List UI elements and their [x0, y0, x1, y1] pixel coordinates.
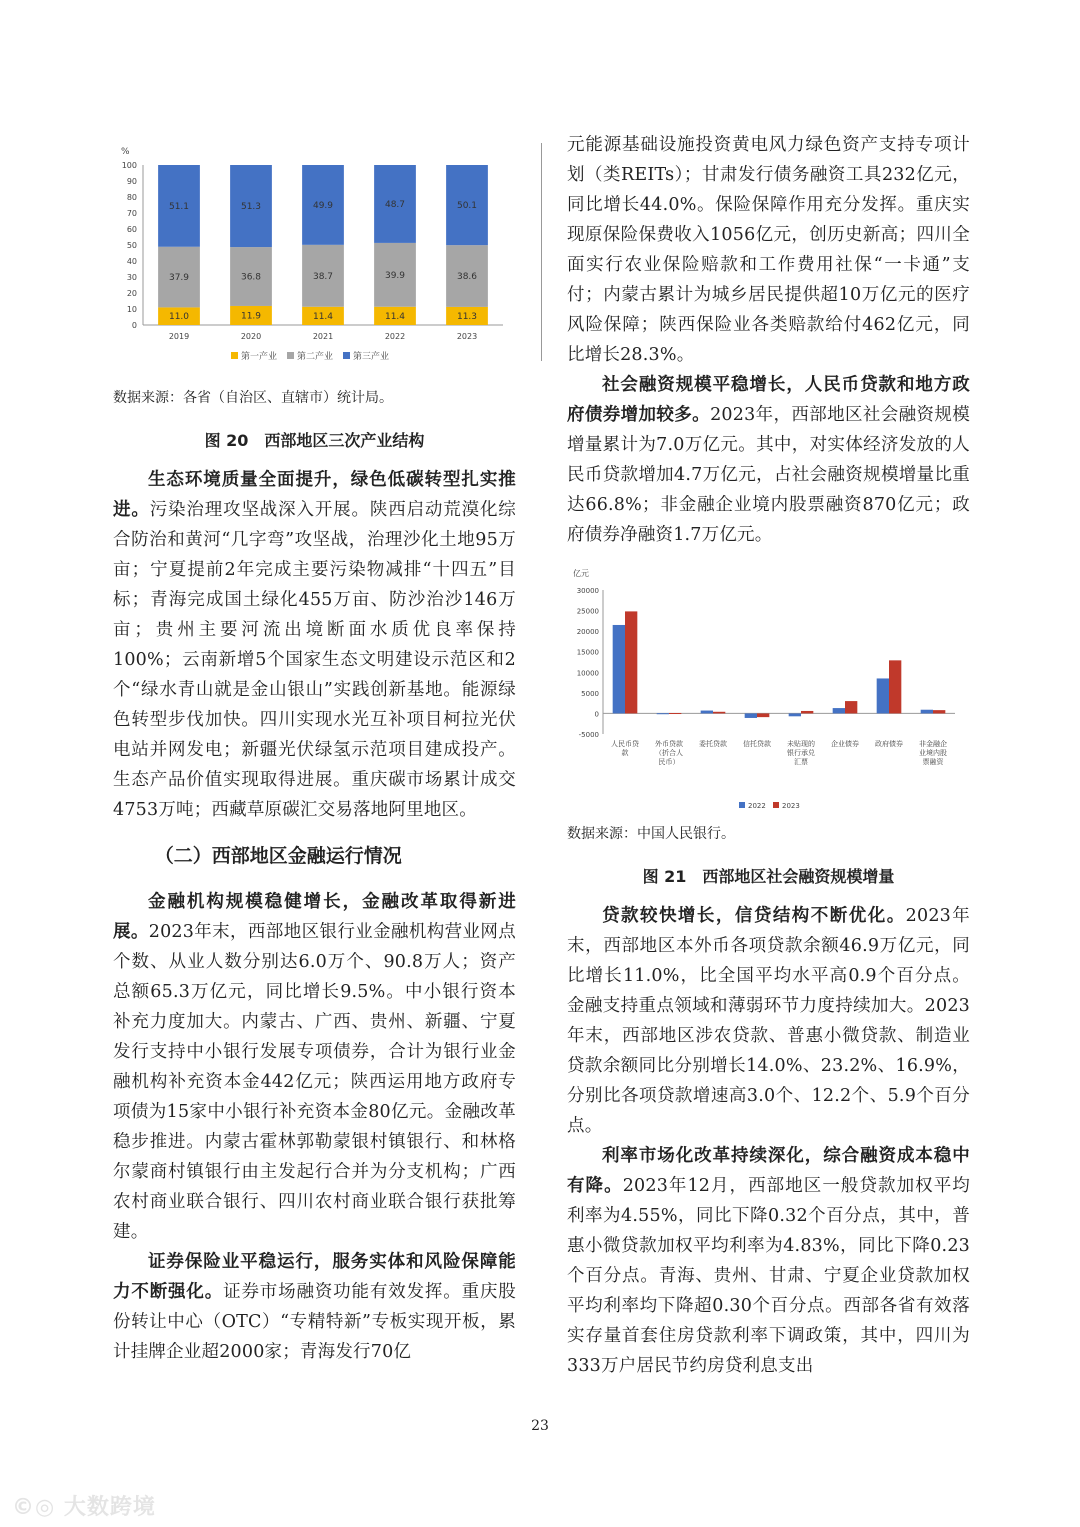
- y-tick-label: 20: [126, 289, 137, 298]
- figure-20-source: 数据来源：各省（自治区、直辖市）统计局。: [113, 390, 393, 406]
- bar: [789, 713, 801, 716]
- x-tick-label: 未贴现的: [787, 740, 815, 748]
- legend-label: 第二产业: [297, 352, 334, 362]
- y-axis-unit: 亿元: [573, 569, 589, 578]
- bar: [933, 710, 945, 713]
- data-label: 11.4: [312, 311, 334, 322]
- y-tick-label: 15000: [576, 648, 599, 657]
- y-tick-label: 100: [121, 161, 137, 170]
- paragraph-lead: 利率市场化改革持续深化，综合融资成本稳中有降。: [567, 1146, 970, 1196]
- data-label: 11.0: [168, 312, 190, 323]
- x-tick-label: （折合人: [655, 749, 683, 757]
- x-tick-label: 人民币贷: [611, 740, 639, 748]
- data-label: 36.8: [240, 272, 262, 283]
- data-label: 11.3: [456, 311, 478, 322]
- y-axis-unit: %: [121, 147, 130, 157]
- y-tick-label: 50: [126, 241, 137, 250]
- bar: [801, 711, 813, 713]
- paragraph-lead: 金融机构规模稳健增长，金融改革取得新进展。: [113, 892, 516, 942]
- y-tick-label: 90: [126, 177, 137, 186]
- figure-20-caption: 图 20 西部地区三次产业结构: [204, 431, 425, 450]
- paragraph-lead: 社会融资规模平稳增长，人民币贷款和地方政府债券增加较多。: [567, 375, 970, 425]
- data-label: 37.9: [168, 273, 190, 284]
- legend-label: 2022: [748, 802, 766, 810]
- y-tick-label: 5000: [581, 689, 599, 698]
- y-tick-label: 60: [126, 225, 137, 234]
- page-number: 23: [531, 1418, 549, 1434]
- bar: [889, 660, 901, 713]
- data-label: 50.1: [456, 201, 478, 212]
- bar: [833, 708, 845, 713]
- paragraph-text: 2023年12月，西部地区一般贷款加权平均利率为4.55%，同比下降0.32个百分点，其中，普惠小微贷款加权平均利率为4.83%，同比下降0.23个百分点。青海、贵州、甘肃、宁夏企业贷款加权平均利率均下降超0.30个百分点。西部各省有效落实存量首套住房贷款利率下调政策，其中，四川为333万户居民节约房贷利息支出: [567, 1176, 970, 1376]
- data-label: 38.6: [456, 272, 478, 283]
- x-tick-label: 政府债券: [875, 740, 903, 748]
- legend-swatch: [343, 352, 350, 359]
- paragraph-lead: 生态环境质量全面提升，绿色低碳转型扎实推进。: [113, 470, 516, 520]
- figure-21-caption: 图 21 西部地区社会融资规模增量: [642, 867, 895, 886]
- data-label: 49.9: [312, 200, 334, 211]
- bar: [625, 611, 637, 713]
- figure-20: [113, 130, 516, 382]
- y-tick-label: 80: [126, 193, 137, 202]
- paragraph-loans: [567, 901, 970, 1141]
- legend-swatch: [773, 802, 779, 808]
- data-label: 48.7: [384, 199, 406, 210]
- legend-swatch: [231, 352, 238, 359]
- bar: [713, 712, 725, 714]
- chart-20-industrial-structure: [113, 130, 516, 382]
- y-tick-label: 25000: [576, 607, 599, 616]
- bar: [657, 713, 669, 714]
- bar: [845, 701, 857, 713]
- y-tick-label: 20000: [576, 628, 599, 637]
- figure-21: [567, 564, 970, 814]
- y-tick-label: 10: [126, 305, 137, 314]
- paragraph-institutions: [113, 887, 516, 1247]
- x-tick-label: 信托贷款: [743, 740, 771, 748]
- paragraph-text: 证券市场融资功能有效发挥。重庆股份转让中心（OTC）“专精特新”专板实现开板，累计挂牌企业超2000家；青海发行70亿: [113, 1282, 517, 1362]
- watermark-logo: ©◎ 大数跨境: [12, 1495, 156, 1520]
- data-label: 39.9: [384, 270, 406, 281]
- bar: [877, 678, 889, 713]
- paragraph-text: 2023年末，西部地区银行业金融机构营业网点个数、从业人数分别达6.0万个、90.8万人；资产总额65.3万亿元，同比增长9.5%。中小银行资本补充力度加大。内蒙古、广西、贵州、新疆、宁夏发行支持中小银行发展专项债券，合计为银行业金融机构补充资本金442亿元；陕西运用地方政府专项债为15家中小银行补充资本金80亿元。金融改革稳步推进。内蒙古霍林郭勒蒙银村镇银行、和林格尔蒙商村镇银行由主发起行合并为分支机构；广西农村商业联合银行、四川农村商业联合银行获批筹建。: [113, 922, 516, 1242]
- x-tick-label: 外币贷款: [655, 740, 683, 748]
- data-label: 11.9: [240, 311, 262, 322]
- x-tick-label: 2021: [312, 332, 334, 341]
- bar: [701, 711, 713, 714]
- section-title: （二）西部地区金融运行情况: [154, 845, 402, 867]
- paragraph-continued: 元能源基础设施投资黄电风力绿色资产支持专项计划（类REITs）；甘肃发行债务融资工具232亿元，同比增长44.0%。保险保障作用充分发挥。重庆实现原保险保费收入1056亿元，创历史新高；四川全面实行农业保险赔款和工作费用社保“一卡通”支付；内蒙古累计为城乡居民提供超10万亿元的医疗风险保障；陕西保险业各类赔款给付462亿元，同比增长28.3%。: [567, 135, 970, 365]
- y-tick-label: 70: [126, 209, 137, 218]
- y-tick-label: -5000: [578, 731, 599, 739]
- x-tick-label: 款: [621, 749, 629, 757]
- column-divider: [541, 143, 542, 361]
- y-tick-label: 30000: [576, 587, 599, 595]
- x-tick-label: 2019: [168, 332, 190, 341]
- data-label: 11.4: [384, 311, 406, 322]
- paragraph-text: 污染治理攻坚战深入开展。陕西启动荒漠化综合防治和黄河“几字弯”攻坚战，治理沙化土地95万亩；宁夏提前2年完成主要污染物减排“十四五”目标；青海完成国土绿化455万亩、防沙治沙146万亩；贵州主要河流出境断面水质优良率保持100%；云南新增5个国家生态文明建设示范区和2个“绿水青山就是金山银山”实践创新基地。能源绿色转型步伐加快。四川实现水光互补项目柯拉光伏电站并网发电；新疆光伏绿氢示范项目建成投产。生态产品价值实现取得进展。重庆碳市场累计成交4753万吨；西藏草原碳汇交易落地阿里地区。: [113, 500, 517, 820]
- bar: [613, 625, 625, 713]
- paragraph-lead: 贷款较快增长，信贷结构不断优化。: [602, 906, 906, 926]
- data-label: 51.1: [168, 201, 190, 212]
- legend-swatch: [739, 802, 745, 808]
- bar: [921, 710, 933, 714]
- legend-label: 2023: [782, 802, 800, 810]
- y-tick-label: 10000: [576, 669, 599, 678]
- bar: [745, 713, 757, 718]
- x-tick-label: 民币）: [658, 758, 680, 766]
- x-tick-label: 企业债券: [831, 740, 859, 748]
- legend-label: 第三产业: [353, 352, 390, 362]
- chart-21-financing-increment: [567, 564, 970, 814]
- paragraph-lead: 证券保险业平稳运行，服务实体和风险保障能力不断强化。: [113, 1252, 516, 1302]
- paragraph-securities: [113, 1247, 516, 1367]
- paragraph-financing-scale: [567, 370, 970, 550]
- data-label: 51.3: [240, 202, 262, 213]
- legend-swatch: [287, 352, 294, 359]
- bar: [757, 713, 769, 717]
- x-tick-label: 银行承兑: [787, 749, 815, 757]
- y-tick-label: 0: [594, 710, 599, 719]
- x-tick-label: 2020: [240, 332, 262, 341]
- x-tick-label: 非金融企: [919, 740, 947, 748]
- y-tick-label: 40: [126, 257, 137, 266]
- x-tick-label: 2023: [456, 332, 478, 341]
- y-tick-label: 30: [126, 273, 137, 282]
- x-tick-label: 业境内股: [919, 749, 947, 757]
- paragraph-text: 2023年末，西部地区本外币各项贷款余额46.9万亿元，同比增长11.0%，比全国平均水平高0.9个百分点。金融支持重点领域和薄弱环节力度持续加大。2023年末，西部地区涉农贷款、普惠小微贷款、制造业贷款余额同比分别增长14.0%、23.2%、16.9%，分别比各项贷款增速高3.0个、12.2个、5.9个百分点。: [567, 906, 970, 1136]
- left-column: [113, 130, 516, 1367]
- x-tick-label: 票融资: [922, 758, 944, 766]
- data-label: 38.7: [312, 271, 334, 282]
- y-tick-label: 0: [131, 321, 137, 330]
- figure-21-source: 数据来源：中国人民银行。: [567, 826, 735, 842]
- x-tick-label: 2022: [384, 332, 406, 341]
- right-column: [567, 130, 970, 1381]
- legend-label: 第一产业: [241, 352, 278, 362]
- x-tick-label: 委托贷款: [699, 740, 727, 748]
- paragraph-text: 2023年，西部地区社会融资规模增量累计为7.0万亿元。其中，对实体经济发放的人民币贷款增加4.7万亿元，占社会融资规模增量比重达66.8%；非金融企业境内股票融资870亿元；政府债券净融资1.7万亿元。: [567, 405, 970, 545]
- x-tick-label: 汇票: [794, 758, 808, 766]
- bar: [669, 713, 681, 714]
- paragraph-interest-rate: [567, 1141, 970, 1381]
- paragraph-ecology: [113, 465, 516, 825]
